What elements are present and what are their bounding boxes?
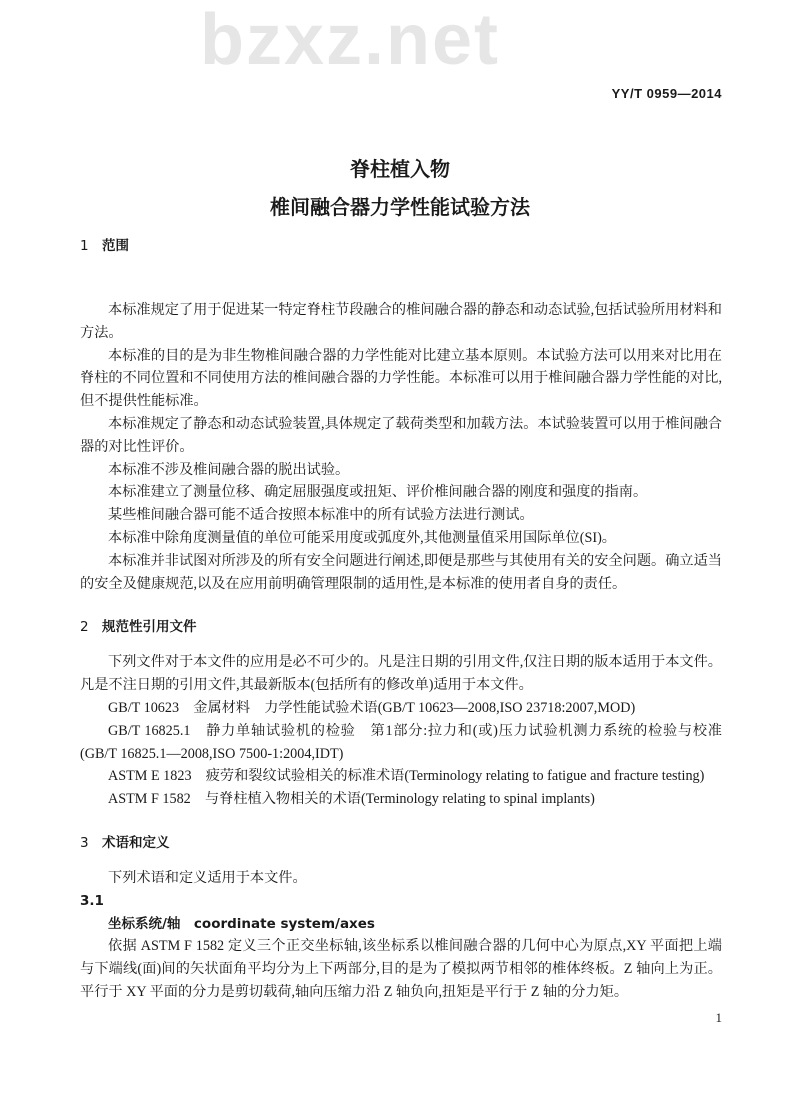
section-3-heading — [80, 833, 722, 853]
section-1-heading — [80, 236, 722, 256]
reference-item: ASTM E 1823 疲劳和裂纹试验相关的标准术语(Terminology relating to fatigue and fracture testing) — [108, 768, 705, 785]
paragraph: 本标准并非试图对所涉及的所有安全问题进行阐述,即便是那些与其使用有关的安全问题。确立适当的安全及健康规范,以及在应用前明确管理限制的适用性,是本标准的使用者自身的责任。 — [80, 552, 722, 592]
paragraph: 本标准规定了用于促进某一特定脊柱节段融合的椎间融合器的静态和动态试验,包括试验所用材料和方法。 — [80, 302, 722, 341]
section-number: 2 — [80, 619, 89, 636]
document-body — [80, 236, 722, 1026]
paragraph: 某些椎间融合器可能不适合按照本标准中的所有试验方法进行测试。 — [108, 507, 534, 524]
reference-item: GB/T 10623 金属材料 力学性能试验术语(GB/T 10623—2008,ISO 23718:2007,MOD) — [108, 699, 636, 716]
section-number: 1 — [80, 238, 89, 254]
term-number: 3.1 — [80, 892, 104, 909]
section-1-body — [80, 299, 722, 595]
title-line-1: 脊柱植入物 — [350, 157, 450, 181]
term-name: 坐标系统/轴 coordinate system/axes — [108, 915, 375, 932]
page-number: 1 — [715, 1009, 722, 1025]
paragraph: 下列文件对于本文件的应用是必不可少的。凡是注日期的引用文件,仅注日期的版本适用于本文件。凡是不注日期的引用文件,其最新版本(包括所有的修改单)适用于本文件。 — [80, 654, 722, 694]
standard-code: YY/T 0959—2014 — [611, 86, 722, 101]
paragraph: 下列术语和定义适用于本文件。 — [108, 869, 307, 886]
section-title: 范围 — [102, 238, 129, 254]
paragraph: 本标准中除角度测量值的单位可能采用度或弧度外,其他测量值采用国际单位(SI)。 — [108, 529, 616, 546]
paragraph: 本标准规定了静态和动态试验装置,具体规定了载荷类型和加载方法。本试验装置可以用于椎间融合器的对比性评价。 — [80, 415, 722, 455]
section-3-body — [80, 867, 722, 1004]
paragraph: 本标准不涉及椎间融合器的脱出试验。 — [108, 461, 350, 478]
section-title: 规范性引用文件 — [102, 619, 197, 636]
reference-item: GB/T 16825.1 静力单轴试验机的检验 第1部分:拉力和(或)压力试验机测力系统的检验与校准(GB/T 16825.1—2008,ISO 7500-1:2004,IDT) — [80, 722, 722, 762]
title-line-2: 椎间融合器力学性能试验方法 — [270, 195, 530, 219]
section-2-heading — [80, 617, 722, 637]
section-2-body — [80, 651, 722, 811]
reference-item: ASTM F 1582 与脊柱植入物相关的术语(Terminology relating to spinal implants) — [108, 791, 595, 808]
section-number: 3 — [80, 834, 89, 851]
watermark: bzxz.net — [200, 0, 501, 80]
term-definition: 依据 ASTM F 1582 定义三个正交坐标轴,该坐标系以椎间融合器的几何中心为原点,XY 平面把上端与下端线(面)间的矢状面角平均分为上下两部分,目的是为了模拟两节相邻的椎体终板。Z 轴向上为正。平行于 XY 平面的分力是剪切载荷,轴向压缩力沿 Z 轴负向,扭矩是平行于 Z 轴的分力矩。 — [80, 938, 722, 1000]
section-title: 术语和定义 — [102, 834, 170, 851]
paragraph: 本标准建立了测量位移、确定屈服强度或扭矩、评价椎间融合器的刚度和强度的指南。 — [108, 484, 648, 501]
paragraph: 本标准的目的是为非生物椎间融合器的力学性能对比建立基本原则。本试验方法可以用来对比用在脊柱的不同位置和不同使用方法的椎间融合器的力学性能。本标准可以用于椎间融合器力学性能的对比,但不提供性能标准。 — [80, 347, 722, 410]
